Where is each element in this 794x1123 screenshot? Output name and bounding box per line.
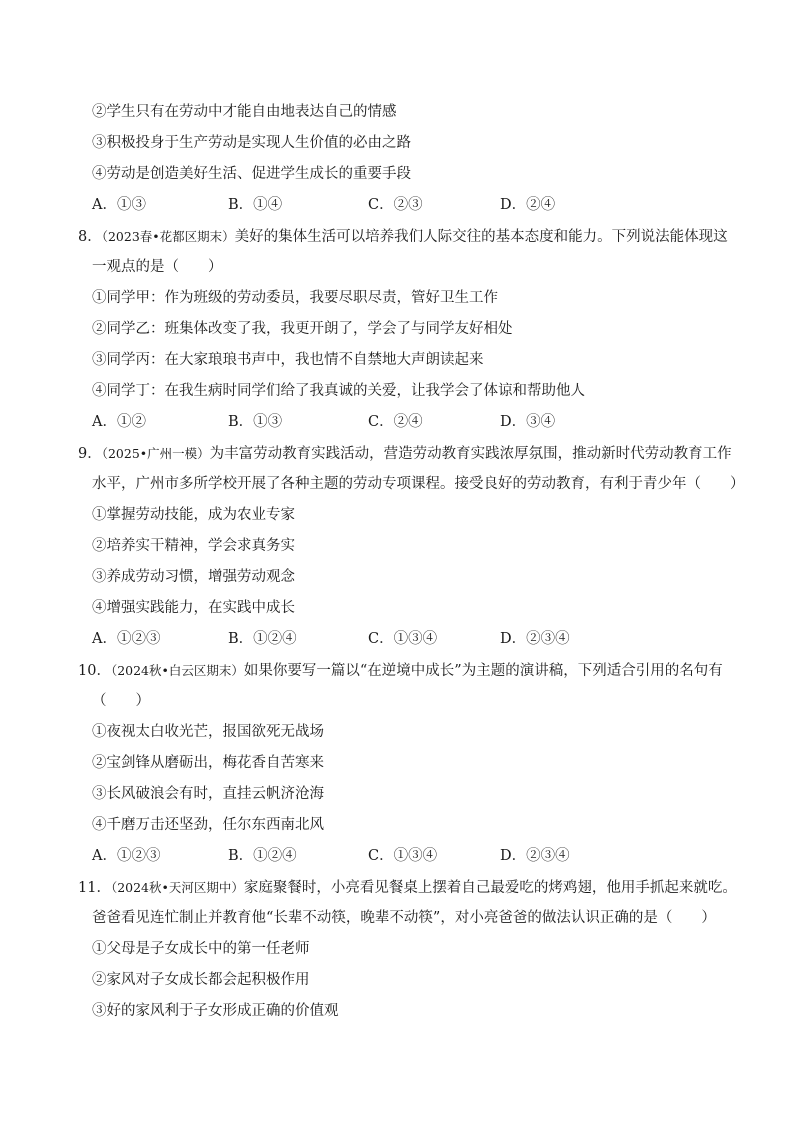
question-7 [0,97,794,221]
option-item: ③好的家风利于子女形成正确的价值观 [92,1003,339,1019]
choice-d: D．②③④ [500,631,570,647]
choice-b: B．①③ [228,414,283,430]
question-number: 9． [78,446,102,462]
question-stem-continued: 水平，广州市多所学校开展了各种主题的劳动专项课程。接受良好的劳动教育，有利于青少年（ ） [92,476,745,492]
option-item: ③同学丙：在大家琅琅书声中，我也情不自禁地大声朗读起来 [92,352,484,368]
option-item: ③积极投身于生产劳动是实现人生价值的必由之路 [92,135,411,151]
choice-d: D．②③④ [500,848,570,864]
question-source: （2024秋•白云区期末） [110,663,244,678]
choice-c: C．②③ [368,197,423,213]
choice-d: D．③④ [500,414,556,430]
choice-a: A．①③ [92,197,146,213]
question-text: 家庭聚餐时，小亮看见餐桌上摆着自己最爱吃的烤鸡翅，他用手抓起来就吃。 [243,880,737,896]
answer-choices [0,407,794,438]
option-item: ①同学甲：作为班级的劳动委员，我要尽职尽责，管好卫生工作 [92,290,498,306]
question-text: 如果你要写一篇以“在逆境中成长”为主题的演讲稿，下列适合引用的名句有 [243,663,723,679]
question-source: （2023春•花都区期末） [101,229,235,244]
question-9 [0,438,794,655]
option-item: ②同学乙：班集体改变了我，我更开朗了，学会了与同学友好相处 [92,321,513,337]
option-item: ②宝剑锋从磨砺出，梅花香自苦寒来 [92,755,324,771]
question-number: 8． [78,229,102,245]
option-item: ④增强实践能力，在实践中成长 [92,600,295,616]
question-source: （2024秋•天河区期中） [110,880,244,895]
question-number: 11． [78,880,111,896]
option-item: ④千磨万击还坚劲，任尔东西南北风 [92,817,324,833]
question-10 [0,655,794,872]
question-source: （2025•广州一模） [101,446,210,461]
question-text: 为丰富劳动教育实践活动，营造劳动教育实践浓厚氛围，推动新时代劳动教育工作 [209,446,732,462]
choice-b: B．①②④ [228,848,297,864]
answer-choices [0,190,794,221]
choice-c: C．①③④ [368,848,438,864]
option-item: ①掌握劳动技能，成为农业专家 [92,507,295,523]
choice-d: D．②④ [500,197,556,213]
page-content [0,97,794,1027]
option-item: ④同学丁：在我生病时同学们给了我真诚的关爱，让我学会了体谅和帮助他人 [92,383,585,399]
choice-a: A．①②③ [92,848,161,864]
answer-choices [0,624,794,655]
choice-c: C．①③④ [368,631,438,647]
option-item: ①父母是子女成长中的第一任老师 [92,941,310,957]
question-stem-continued: （ ） [92,693,150,709]
choice-a: A．①②③ [92,631,161,647]
question-stem [0,438,794,469]
question-text: 美好的集体生活可以培养我们人际交往的基本态度和能力。下列说法能体现这 [234,229,728,245]
option-item: ②学生只有在劳动中才能自由地表达自己的情感 [92,104,397,120]
question-stem [0,655,794,686]
option-item: ②家风对子女成长都会起积极作用 [92,972,310,988]
question-stem-continued: 一观点的是（ ） [92,259,223,275]
question-stem [0,221,794,252]
option-item: ③长风破浪会有时，直挂云帆济沧海 [92,786,324,802]
choice-b: B．①④ [228,197,283,213]
option-item: ③养成劳动习惯，增强劳动观念 [92,569,295,585]
question-8 [0,221,794,438]
option-item: ②培养实干精神，学会求真务实 [92,538,295,554]
option-item: ①夜视太白收光芒，报国欲死无战场 [92,724,324,740]
option-item: ④劳动是创造美好生活、促进学生成长的重要手段 [92,166,411,182]
question-stem [0,872,794,903]
choice-a: A．①② [92,414,146,430]
answer-choices [0,841,794,872]
question-number: 10． [78,663,111,679]
choice-b: B．①②④ [228,631,297,647]
choice-c: C．②④ [368,414,423,430]
question-11 [0,872,794,1027]
question-stem-continued: 爸爸看见连忙制止并教育他“长辈不动筷，晚辈不动筷”，对小亮爸爸的做法认识正确的是（ ） [92,910,716,926]
